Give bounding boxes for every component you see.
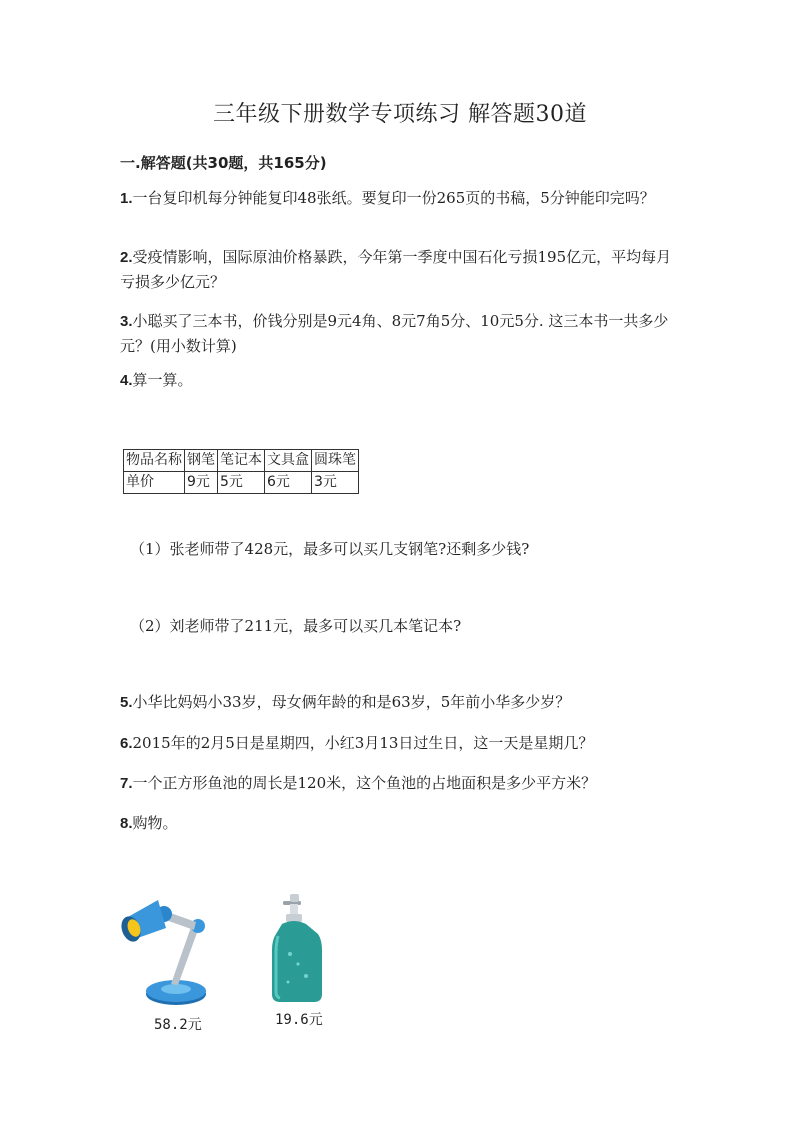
question-number: 2. — [120, 249, 133, 266]
table-cell: 笔记本 — [218, 450, 265, 472]
subquestion-1: （1）张老师带了428元，最多可以买几支钢笔?还剩多少钱? — [130, 540, 530, 558]
table-cell: 文具盒 — [265, 450, 312, 472]
question-6 — [120, 731, 685, 756]
page-title: 三年级下册数学专项练习 解答题30道 — [213, 102, 587, 127]
table-cell: 9元 — [185, 472, 218, 494]
question-4 — [120, 368, 685, 393]
question-number: 7. — [120, 775, 133, 792]
question-number: 3. — [120, 313, 133, 330]
question-text: 算一算。 — [132, 371, 193, 389]
question-number: 1. — [120, 190, 133, 207]
question-3 — [120, 309, 685, 358]
table-header-row — [124, 450, 359, 472]
question-5 — [120, 690, 685, 715]
question-text: 购物。 — [132, 814, 178, 832]
question-text: 小聪买了三本书，价钱分别是9元4角、8元7角5分、10元5分. 这三本书一共多少元？(用小数计算) — [120, 312, 669, 355]
question-number: 4. — [120, 372, 133, 389]
question-text: 一台复印机每分钟能复印48张纸。要复印一份265页的书稿，5分钟能印完吗？ — [132, 189, 655, 207]
question-text: 小华比妈妈小33岁，母女俩年龄的和是63岁，5年前小华多少岁？ — [132, 693, 571, 711]
question-8 — [120, 811, 685, 836]
table-row — [124, 472, 359, 494]
subquestion-2: （2）刘老师带了211元，最多可以买几本笔记本? — [130, 617, 462, 635]
table-cell: 5元 — [218, 472, 265, 494]
question-number: 5. — [120, 694, 133, 711]
table-cell: 圆珠笔 — [312, 450, 359, 472]
table-cell: 钢笔 — [185, 450, 218, 472]
desk-lamp-icon — [118, 888, 228, 1010]
table-cell: 3元 — [312, 472, 359, 494]
table-cell: 物品名称 — [124, 450, 185, 472]
bottle-price: 19.6元 — [275, 1012, 323, 1028]
table-cell: 6元 — [265, 472, 312, 494]
question-2 — [120, 245, 685, 294]
lamp-price: 58.2元 — [154, 1017, 202, 1033]
table-cell: 单价 — [124, 472, 185, 494]
question-7 — [120, 771, 685, 796]
soap-bottle-icon — [268, 892, 328, 1006]
section-heading: 一.解答题(共30题，共165分) — [120, 154, 327, 172]
question-text: 2015年的2月5日是星期四，小红3月13日过生日，这一天是星期几？ — [132, 734, 594, 752]
question-number: 6. — [120, 735, 133, 752]
question-text: 受疫情影响，国际原油价格暴跌，今年第一季度中国石化亏损195亿元，平均每月亏损多少亿元？ — [120, 248, 672, 291]
question-text: 一个正方形鱼池的周长是120米，这个鱼池的占地面积是多少平方米？ — [132, 774, 597, 792]
question-1 — [120, 186, 685, 211]
price-table — [123, 449, 359, 494]
question-number: 8. — [120, 815, 133, 832]
